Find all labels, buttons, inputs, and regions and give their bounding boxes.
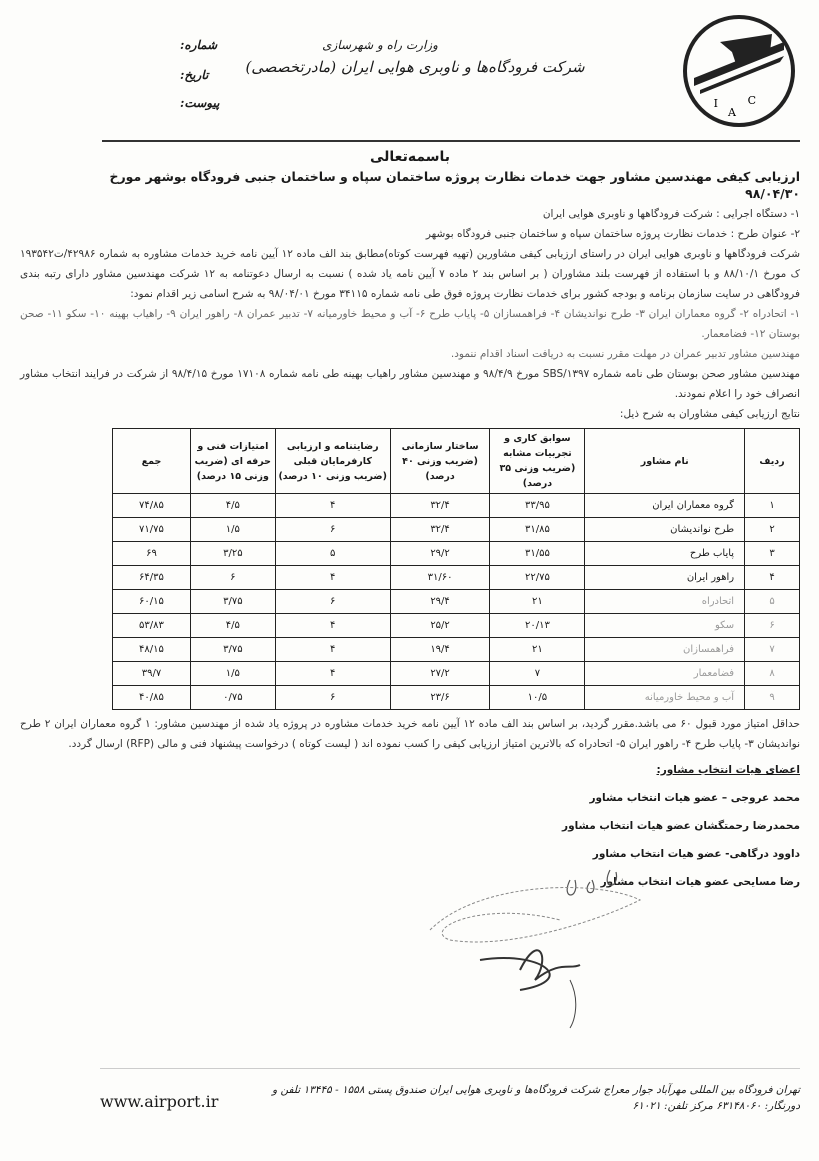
committee-title: اعضای هیات انتخاب مشاور: (656, 764, 800, 776)
score-cell: ۱/۵ (190, 662, 275, 686)
table-row (113, 638, 800, 662)
score-cell: ۲۹/۴ (390, 590, 490, 614)
bismillah: باسمه‌تعالی (370, 149, 450, 165)
score-cell: ۴ (275, 614, 390, 638)
table-row (113, 590, 800, 614)
score-cell: ۶ (275, 518, 390, 542)
score-cell: ۶ (275, 590, 390, 614)
consultant-name: راهور ایران (585, 566, 745, 590)
row-number: ۳ (745, 542, 800, 566)
score-cell: ۶۴/۳۵ (113, 566, 191, 590)
column-header: سوابق کاری و تجربیات مشابه (ضریب وزنی ۳۵ درصد) (490, 429, 585, 494)
score-cell: ۰/۷۵ (190, 686, 275, 710)
column-header: ساختار سازمانی (ضریب وزنی ۴۰ درصد) (390, 429, 490, 494)
column-header: جمع (113, 429, 191, 494)
number-label: شماره: (180, 38, 218, 52)
score-cell: ۳۲/۴ (390, 518, 490, 542)
committee-member: محمدرضا رحمتگشان عضو هیات انتخاب مشاور (562, 820, 800, 832)
consultant-name: گروه معماران ایران (585, 494, 745, 518)
committee-member: داوود درگاهی- عضو هیات انتخاب مشاور (592, 848, 800, 860)
row-number: ۲ (745, 518, 800, 542)
score-cell: ۲۳/۶ (390, 686, 490, 710)
score-cell: ۴ (275, 494, 390, 518)
score-cell: ۱/۵ (190, 518, 275, 542)
score-cell: ۵ (275, 542, 390, 566)
table-row (113, 662, 800, 686)
consultant-name: پایاب طرح (585, 542, 745, 566)
score-cell: ۴ (275, 662, 390, 686)
score-cell: ۲۹/۲ (390, 542, 490, 566)
paragraph-consultant-list: ۱- اتحادراه ۲- گروه معماران ایران ۳- طرح نواندیشان ۴- فراهمسازان ۵- پایاب طرح ۶- آب و محیط خاورمیانه ۷- تدبیر عمران ۸- راهور ایران ۹- راهیاب بهینه ۱۰- سکو ۱۱- صحن بوستان ۱۲- فضامعمار. (20, 308, 800, 340)
score-cell: ۶۰/۱۵ (113, 590, 191, 614)
score-cell: ۷۴/۸۵ (113, 494, 191, 518)
footer-address: تهران فرودگاه بین المللی مهرآباد جوار معراج شرکت فرودگاه‌ها و ناوبری هوایی ایران صندوق پستی ۱۵۵۸ - ۱۳۴۴۵ تلفن و دورنگار: ۶۳۱۴۸۰۶۰ مرکز تلفن: ۶۱۰۲۱ (272, 1084, 800, 1112)
row-number: ۹ (745, 686, 800, 710)
score-cell: ۳/۷۵ (190, 590, 275, 614)
column-header: امتیازات فنی و حرفه ای (ضریب وزنی ۱۵ درصد) (190, 429, 275, 494)
ministry-name: وزارت راه و شهرسازی (322, 38, 438, 52)
table-row (113, 518, 800, 542)
score-cell: ۲۲/۷۵ (490, 566, 585, 590)
column-header: رضایتنامه و ارزیابی کارفرمایان قبلی (ضریب وزنی ۱۰ درصد) (275, 429, 390, 494)
score-cell: ۶ (275, 686, 390, 710)
committee-member: محمد عروجی – عضو هیات انتخاب مشاور (589, 792, 800, 804)
document-body (20, 146, 800, 892)
score-cell: ۶۹ (113, 542, 191, 566)
consultant-name: فضامعمار (585, 662, 745, 686)
row-number: ۵ (745, 590, 800, 614)
score-cell: ۳۹/۷ (113, 662, 191, 686)
table-row (113, 566, 800, 590)
score-cell: ۲۰/۱۳ (490, 614, 585, 638)
paragraph-no-response: مهندسین مشاور تدبیر عمران در مهلت مقرر نسبت به دریافت اسناد اقدام ننمود. (450, 348, 800, 360)
row-number: ۶ (745, 614, 800, 638)
item-project-title: ۲- عنوان طرح : خدمات نظارت پروژه ساختمان سپاه و ساختمان جنبی فرودگاه بوشهر (425, 228, 800, 240)
row-number: ۸ (745, 662, 800, 686)
score-cell: ۴/۵ (190, 614, 275, 638)
score-cell: ۵۳/۸۳ (113, 614, 191, 638)
score-cell: ۳۱/۸۵ (490, 518, 585, 542)
consultant-name: اتحادراه (585, 590, 745, 614)
consultant-name: سکو (585, 614, 745, 638)
score-cell: ۳۲/۴ (390, 494, 490, 518)
score-cell: ۲۱ (490, 590, 585, 614)
footer-website[interactable]: www.airport.ir (100, 1092, 219, 1111)
paragraph-withdrawals: مهندسین مشاور صحن بوستان طی نامه شماره SBS/۱۳۹۷ مورخ ۹۸/۴/۹ و مهندسین مشاور راهیاب بهینه طی نامه شماره ۱۷۱۰۸ مورخ ۹۸/۴/۱۵ از شرکت در فرایند انتخاب مشاور انصراف خود را اعلام نمودند. (20, 368, 800, 400)
score-cell: ۳۱/۶۰ (390, 566, 490, 590)
consultant-name: طرح نواندیشان (585, 518, 745, 542)
svg-text:A: A (728, 106, 736, 119)
score-cell: ۴ (275, 638, 390, 662)
score-cell: ۱۹/۴ (390, 638, 490, 662)
table-row (113, 494, 800, 518)
score-cell: ۱۰/۵ (490, 686, 585, 710)
consultant-name: آب و محیط خاورمیانه (585, 686, 745, 710)
column-header: ردیف (745, 429, 800, 494)
paragraph-conclusion: حداقل امتیاز مورد قبول ۶۰ می باشد.مقرر گردید، بر اساس بند الف ماده ۱۲ آیین نامه خرید خدمات مشاوره در پروژه یاد شده از مهندسین مشاور: ۱ گروه معماران ایران ۲ طرح نواندیشان ۳- پایاب طرح ۴- راهور ایران ۵- اتحادراه که بالاترین امتیاز ارزیابی کیفی را کسب نموده اند ( لیست کوتاه ) درخواست پیشنهاد فنی و مالی (RFP) ارسال گردد. (20, 718, 800, 750)
iac-logo (680, 12, 798, 130)
score-cell: ۲۱ (490, 638, 585, 662)
row-number: ۴ (745, 566, 800, 590)
date-label: تاریخ: (180, 68, 209, 82)
table-row (113, 542, 800, 566)
column-header: نام مشاور (585, 429, 745, 494)
company-name: شرکت فرودگاه‌ها و ناوبری هوایی ایران (مادرتخصصی) (245, 58, 585, 76)
svg-text:I: I (713, 97, 718, 110)
evaluation-table (112, 428, 800, 710)
row-number: ۱ (745, 494, 800, 518)
svg-text:C: C (747, 94, 756, 107)
header-divider (102, 140, 800, 142)
signatures (420, 860, 660, 1030)
footer-divider (100, 1068, 800, 1069)
score-cell: ۳/۷۵ (190, 638, 275, 662)
document-title: ارزیابی کیفی مهندسین مشاور جهت خدمات نظارت پروژه ساختمان سپاه و ساختمان جنبی فرودگاه بوشهر مورخ ۹۸/۰۴/۳۰ (109, 169, 800, 201)
score-cell: ۴ (275, 566, 390, 590)
score-cell: ۷۱/۷۵ (113, 518, 191, 542)
consultant-name: فراهمسازان (585, 638, 745, 662)
score-cell: ۶ (190, 566, 275, 590)
paragraph-invitation: شرکت فرودگاهها و ناوبری هوایی ایران در راستای ارزیابی کیفی مشاورین (تهیه فهرست کوتاه)مطابق بند الف ماده ۱۲ آیین نامه خرید خدمات مشاوره به شماره ۴۲۹۸۶/ت۱۹۳۵۴۲ ک مورخ ۸۸/۱۰/۱ و با استفاده از فهرست بلند مشاوران ( بر اساس بند ۲ ماده ۷ آیین نامه یاد شده ) نسبت به ارسال دعوتنامه به ۱۲ شرکت مهندسین مشاور دارای رتبه بندی فرودگاهی در سایت سازمان برنامه و بودجه کشور برای خدمات نظارت پروژه فوق طی نامه شماره ۳۴۱۱۵ مورخ ۹۸/۰۴/۰۱ به شرح اسامی زیر اقدام نمود: (20, 248, 800, 300)
score-cell: ۴/۵ (190, 494, 275, 518)
score-cell: ۳۱/۵۵ (490, 542, 585, 566)
attachment-label: پیوست: (180, 96, 220, 110)
score-cell: ۳/۲۵ (190, 542, 275, 566)
table-row (113, 686, 800, 710)
table-header-row (113, 429, 800, 494)
score-cell: ۴۸/۱۵ (113, 638, 191, 662)
paragraph-results-intro: نتایج ارزیابی کیفی مشاوران به شرح ذیل: (619, 408, 800, 420)
score-cell: ۲۷/۲ (390, 662, 490, 686)
row-number: ۷ (745, 638, 800, 662)
committee-member: رضا مسایحی عضو هیات انتخاب مشاور (600, 876, 800, 888)
item-executive-body: ۱- دستگاه اجرایی : شرکت فرودگاهها و ناوبری هوایی ایران (542, 208, 800, 220)
table-row (113, 614, 800, 638)
score-cell: ۲۵/۲ (390, 614, 490, 638)
score-cell: ۷ (490, 662, 585, 686)
score-cell: ۴۰/۸۵ (113, 686, 191, 710)
score-cell: ۳۳/۹۵ (490, 494, 585, 518)
